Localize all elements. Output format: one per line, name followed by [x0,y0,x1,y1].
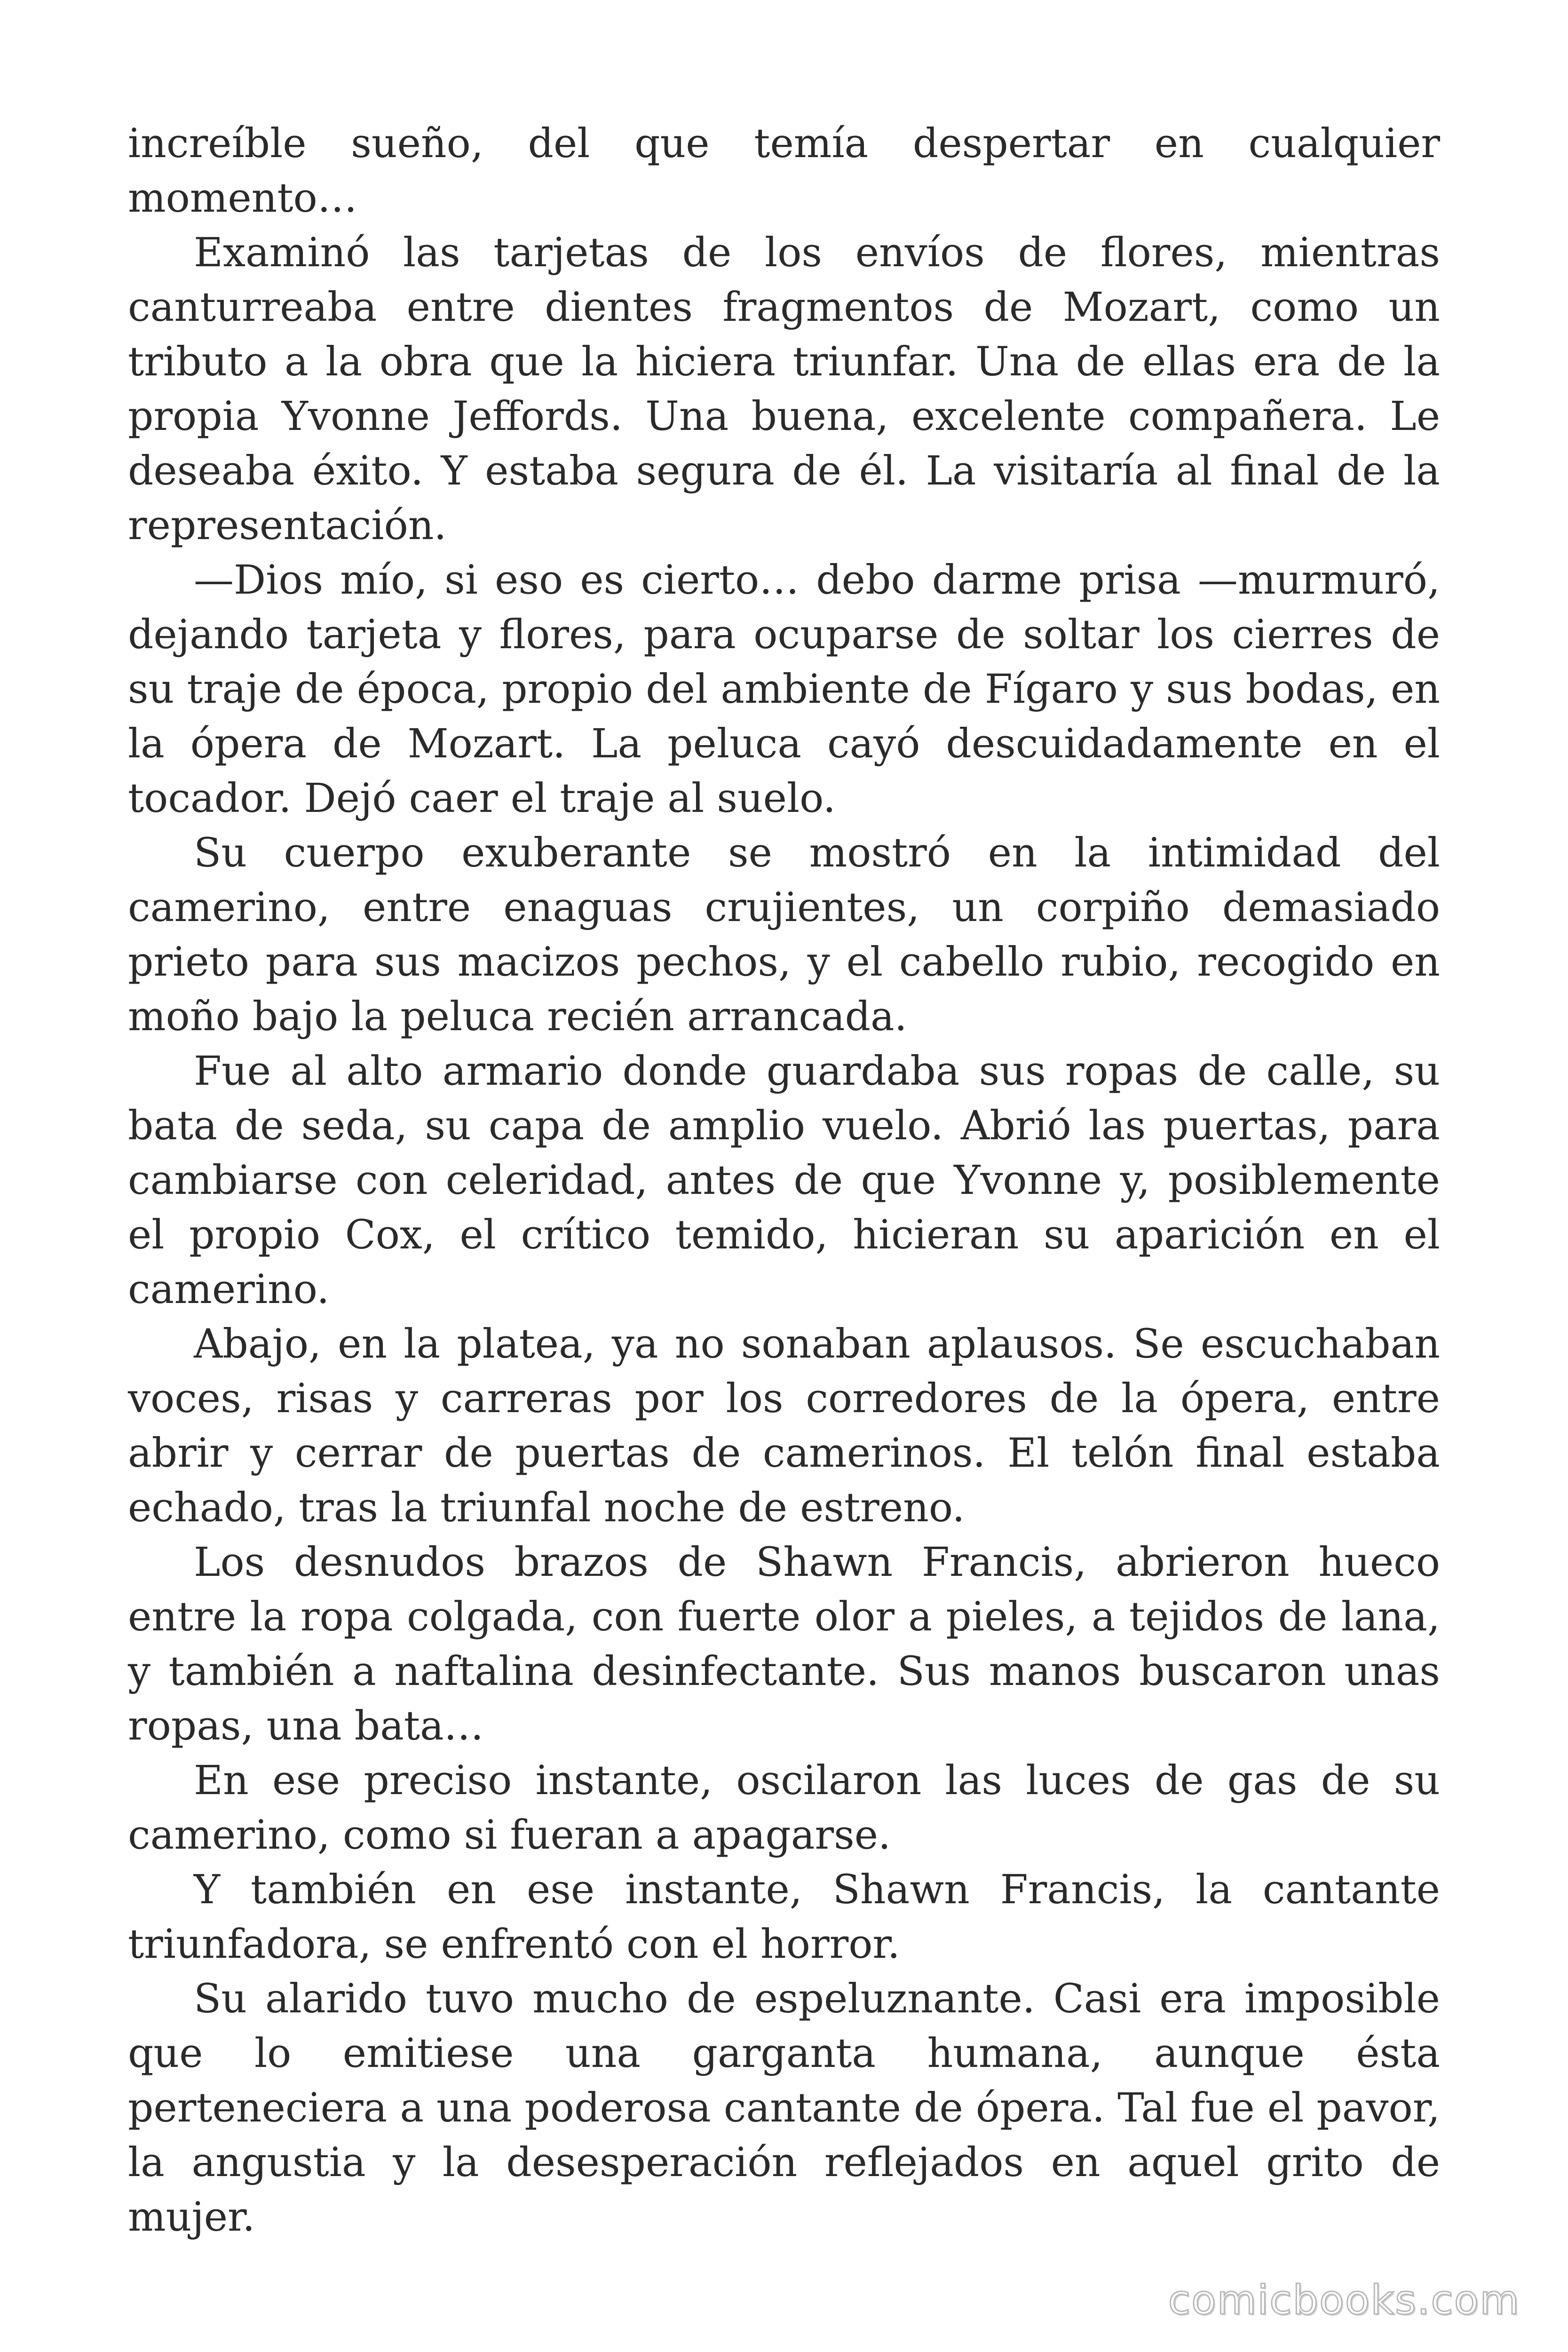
body-text [128,117,1440,2245]
paragraph: —Dios mío, si eso es cierto… debo darme prisa —murmuró, dejando tarjeta y flores, para ocuparse de soltar los cierres de su traje de época, propio del ambiente de Fígaro y sus bodas, en la ópera de Mozart. La peluca cayó descuidadamente en el tocador. Dejó caer el traje al suelo. [128,557,1440,822]
paragraph: Abajo, en la platea, ya no sonaban aplausos. Se escuchaban voces, risas y carreras por los corredores de la ópera, entre abrir y cerrar de puertas de camerinos. El telón final estaba echado, tras la triunfal noche de estreno. [128,1321,1440,1531]
paragraph: Y también en ese instante, Shawn Francis, la cantante triunfadora, se enfrentó con el horror. [128,1867,1440,1968]
paragraph: Su cuerpo exuberante se mostró en la intimidad del camerino, entre enaguas crujientes, un corpiño demasiado prieto para sus macizos pechos, y el cabello rubio, recogido en moño bajo la peluca recién arrancada. [128,830,1440,1040]
watermark: comicbooks.com [1168,2277,1520,2324]
paragraph: Examinó las tarjetas de los envíos de flores, mientras canturreaba entre dientes fragmentos de Mozart, como un tributo a la obra que la hiciera triunfar. Una de ellas era de la propia Yvonne Jeffords. Una buena, excelente compañera. Le deseaba éxito. Y estaba segura de él. La visitaría al final de la representación. [128,230,1440,549]
paragraph: Los desnudos brazos de Shawn Francis, abrieron hueco entre la ropa colgada, con fuerte olor a pieles, a tejidos de lana, y también a naftalina desinfectante. Sus manos buscaron unas ropas, una bata… [128,1539,1440,1749]
paragraph: Su alarido tuvo mucho de espeluznante. Casi era imposible que lo emitiese una garganta humana, aunque ésta perteneciera a una poderosa cantante de ópera. Tal fue el pavor, la angustia y la desesperación reflejados en aquel grito de mujer. [128,1976,1440,2241]
paragraph: Fue al alto armario donde guardaba sus ropas de calle, su bata de seda, su capa de amplio vuelo. Abrió las puertas, para cambiarse con celeridad, antes de que Yvonne y, posiblemente el propio Cox, el crítico temido, hicieran su aparición en el camerino. [128,1048,1440,1313]
paragraph-continuation: increíble sueño, del que temía despertar en cualquier momento… [128,120,1440,222]
paragraph: En ese preciso instante, oscilaron las luces de gas de su camerino, como si fueran a apagarse. [128,1757,1440,1859]
